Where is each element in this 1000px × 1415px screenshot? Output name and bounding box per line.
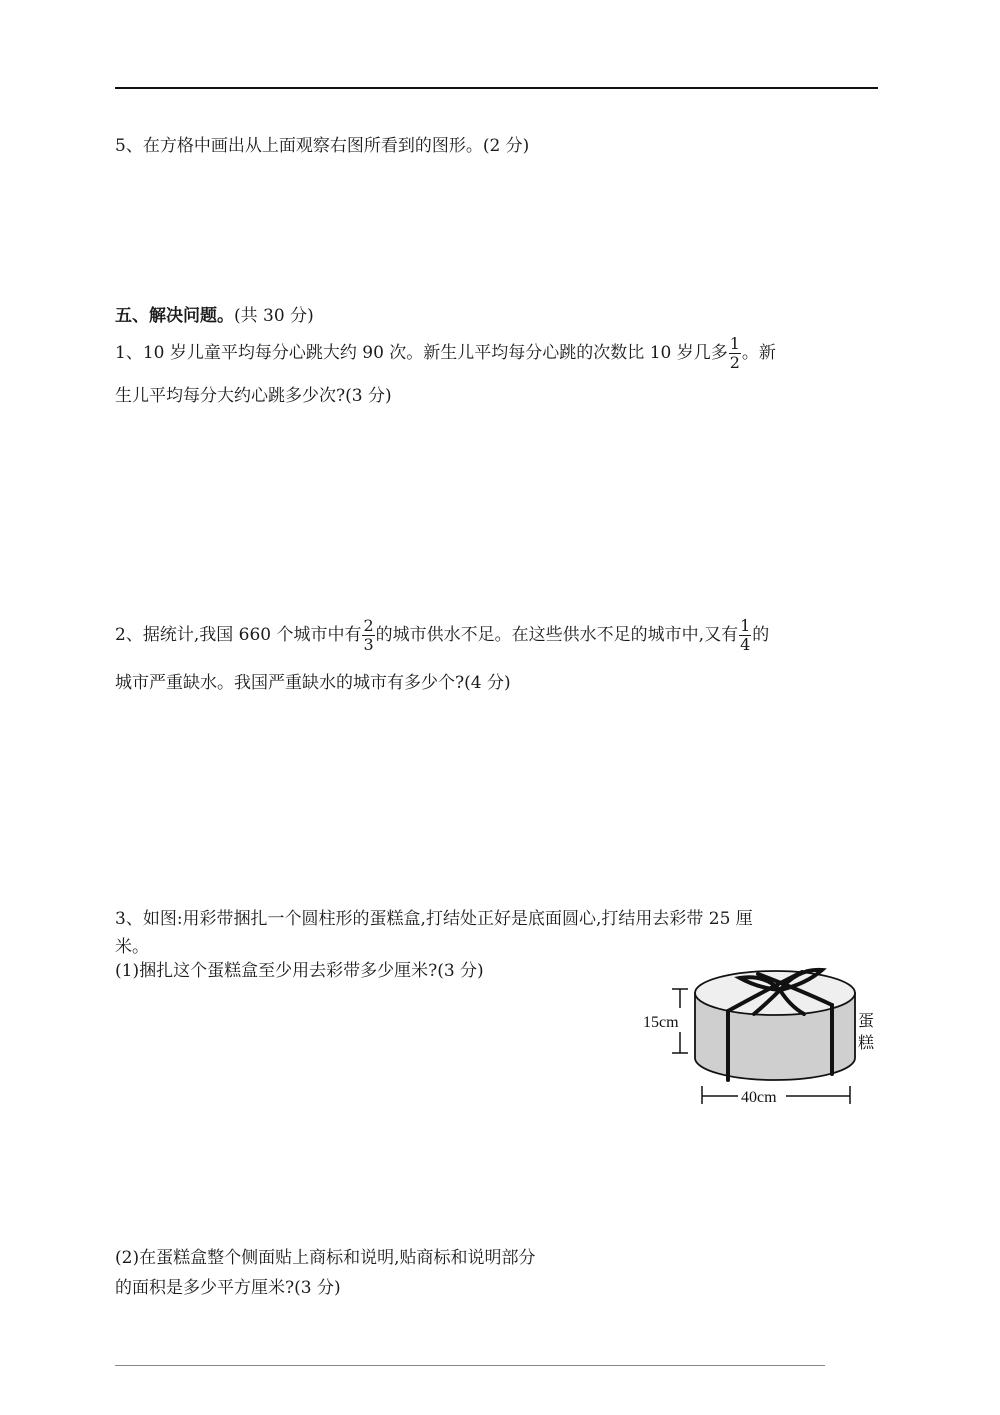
problem-2-line-2: 城市严重缺水。我国严重缺水的城市有多少个?(4 分) [115,673,511,693]
problem-2-text-c: 的 [752,625,770,645]
side-label-2: 糕 [858,1035,875,1052]
problem-3-sub-1: (1)捆扎这个蛋糕盒至少用去彩带多少厘米?(3 分) [115,961,484,981]
problem-2-line-1 [115,618,769,653]
fraction-numerator: 2 [363,616,374,635]
problem-3-line-2: 米。 [115,937,149,957]
side-label-1: 蛋 [858,1013,875,1030]
fraction-numerator: 1 [740,616,751,635]
fraction-two-thirds [362,618,374,653]
problem-1-text-a: 1、10 岁儿童平均每分心跳大约 90 次。新生儿平均每分心跳的次数比 10 岁几多 [115,343,728,363]
problem-3-sub-2-line-1: (2)在蛋糕盒整个侧面贴上商标和说明,贴商标和说明部分 [115,1248,536,1268]
problem-3-sub-2-line-2: 的面积是多少平方厘米?(3 分) [115,1278,341,1298]
problem-1-line-2: 生儿平均每分大约心跳多少次?(3 分) [115,386,392,406]
cake-box-figure [640,958,875,1113]
fraction-denominator: 4 [740,635,751,654]
problem-2-text-b: 的城市供水不足。在这些供水不足的城市中,又有 [375,625,739,645]
question-5: 5、在方格中画出从上面观察右图所看到的图形。(2 分) [115,136,530,156]
fraction-denominator: 3 [363,635,374,654]
problem-3-line-1: 3、如图:用彩带捆扎一个圆柱形的蛋糕盒,打结处正好是底面圆心,打结用去彩带 25 厘 [115,909,753,929]
problem-1-text-b: 。新 [741,343,776,363]
bottom-rule [115,1365,825,1366]
top-rule [115,87,878,89]
height-label: 15cm [643,1014,679,1031]
section-5-points: (共 30 分) [234,306,314,326]
section-5-title: 五、解决问题。 [115,306,234,326]
fraction-numerator: 1 [729,334,740,353]
diameter-label: 40cm [741,1089,777,1106]
problem-1-line-1 [115,336,776,371]
fraction-denominator: 2 [729,353,740,372]
section-5-heading [115,301,314,326]
problem-2-text-a: 2、据统计,我国 660 个城市中有 [115,625,362,645]
fraction-one-half [729,336,741,371]
fraction-one-quarter [739,618,751,653]
